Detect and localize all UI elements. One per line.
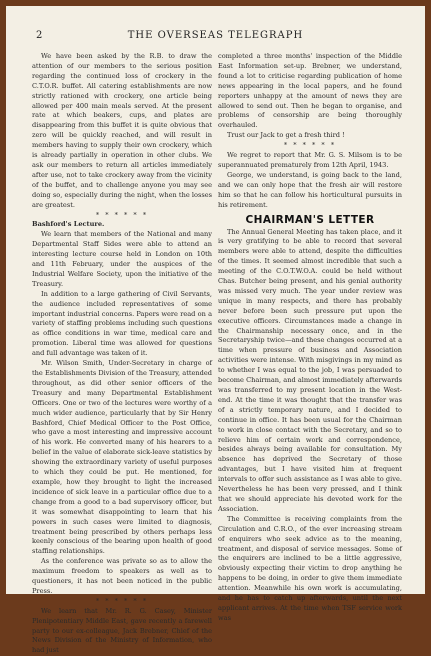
article-paragraph: We have been asked by the R.B. to draw the attention of our members to the serious position regarding the continued loss of crockery in the C.T.O.R. buffet. All catering establishments are now strictly rationed with crockery, one article being allowed per 400 main meals served. At the present rate at which beakers, cups, and plates are disappearing from this buffet it is quite obvious that zero will be quickly reached, and will result in members having to supply their own crockery, which is already partially in operation in other clubs. We ask our members to return all articles immediately after use, not to take crockery away from the vicinity of the buffet, and to challenge anyone you may see doing so, especially during the night, when the losses are greatest.	[32, 52, 212, 209]
publication-title: THE OVERSEAS TELEGRAPH	[127, 30, 304, 41]
chairmans-letter-heading: CHAIRMAN'S LETTER	[245, 213, 375, 226]
section-heading: Bashford's Lecture.	[32, 220, 105, 229]
article-paragraph: We regret to report that Mr. G. S. Milsom is to be superannuated prematurely from 12th April, 1943.	[218, 151, 402, 169]
article-paragraph: As the conference was private so as to allow the maximum freedom to speakers as well as to questioners, it has not been noticed in the public Press.	[32, 557, 212, 595]
article-paragraph: completed a three months' inspection of the Middle East Information set-up. Brebner, we understand, found a lot to criticise regarding publication of home news appearing in the local papers, and he found reporters unhappy at the amount of news they are allowed to send out. Then he began to organise, and problems of censorship are being thoroughly overhauled.	[218, 52, 402, 130]
left-column	[32, 52, 212, 656]
article-paragraph: The Committee is receiving complaints from the Circulation and C.R.O., of the ever increasing stream of enquirers who seek advice as to the meaning, treatment, and disposal of service messages. Some of the enquirers are inclined to be a little aggressive, obviously expecting their victim to drop anything he happens to be doing, in order to give them immediate attention. Meanwhile his own work is accumulating, and he has to catch up afterwards, until the next applicant arrives. At the time when TSF service work was	[218, 514, 402, 622]
section-divider: * * * * * *	[95, 210, 149, 219]
newspaper-page	[6, 6, 425, 655]
section-divider: * * * * * *	[283, 141, 337, 150]
article-paragraph: We learn that Mr. R. G. Casey, Minister Plenipotentiary Middle East, gave recently a farewell party to our ex-colleague, Jack Brebner, Chief of the News Division of the Ministry of Information, who had just	[32, 606, 212, 655]
page-number: 2	[36, 30, 43, 41]
article-paragraph: The Annual General Meeting has taken place, and it is very gratifying to be able to record that several members were able to attend, despite the difficulties of the times. It seemed almost incredible that such a meeting of the C.O.T.W.O.A. could be held without Chas. Butcher being present, and his genial authority was missed very much. The year under review was unique in many respects, and there has probably never before been such pressure put upon the executive officers. Circumstances made a change in the Chairmanship necessary once, and in the Secretaryship twice—and these changes occurred at a time when pressure of business and Association activities were intense. With misgivings in my mind as to whether I was equal to the job, I was persuaded to become Chairman, and almost immediately afterwards was transferred to my present location in the West-end. At the time it was thought that the transfer was of a strictly temporary nature, and I decided to continue in office. It has been usual for the Chairman to work in close contact with the Secretary, and so to relieve him of certain work and correspondence, besides always being available for consultation. My absence has deprived the Secretary of those advantages, but I have visited him at frequent intervals to offer such assistance as I was able to give. Nevertheless he has been very pressed, and I think that we should appreciate his devoted work for the Association.	[218, 227, 402, 513]
section-divider: * * * * * *	[95, 596, 149, 605]
article-paragraph: George, we understand, is going back to the land, and we can only hope that the fresh air will restore him so that he can follow his horticultural pursuits in his retirement.	[218, 170, 402, 209]
article-paragraph: Mr. Wilson Smith, Under-Secretary in charge of the Establishments Division of the Treasury, attended throughout, as did other senior officers of the Treasury and many Departmental Establishment Officers. One or two of the lectures were worthy of a much wider audience, particularly that by Sir Henry Bashford, Chief Medical Officer to the Post Office, who gave a most interesting and impressive account of his work. He converted many of his hearers to a belief in the value of elaborate sick-leave statistics by showing the extraordinary variety of useful purposes to which they could be put. He mentioned, for example, how they brought to light the increased incidence of sick leave in a particular office due to a change from a good to a bad supervisory officer, but it was somewhat disappointing to learn that his powers in such cases were limited to diagnosis, treatment being prescribed by others perhaps less keenly conscious of the bearing upon health of good staffing relationships.	[32, 359, 212, 556]
article-paragraph: Trust our Jack to get a fresh third !	[227, 131, 345, 140]
right-column	[218, 52, 402, 624]
page-header	[6, 30, 425, 44]
article-paragraph: In addition to a large gathering of Civil Servants, the audience included representatives of some important industrial concerns. Papers were read on a variety of staffing problems including such questions as office conditions in war time, medical care and promotion. Liberal time was allowed for questions and full advantage was taken of it.	[32, 289, 212, 358]
article-paragraph: We learn that members of the National and many Departmental Staff Sides were able to attend an interesting lecture course held in London on 10th and 11th February, under the auspices of the Industrial Welfare Society, upon the initiative of the Treasury.	[32, 230, 212, 288]
